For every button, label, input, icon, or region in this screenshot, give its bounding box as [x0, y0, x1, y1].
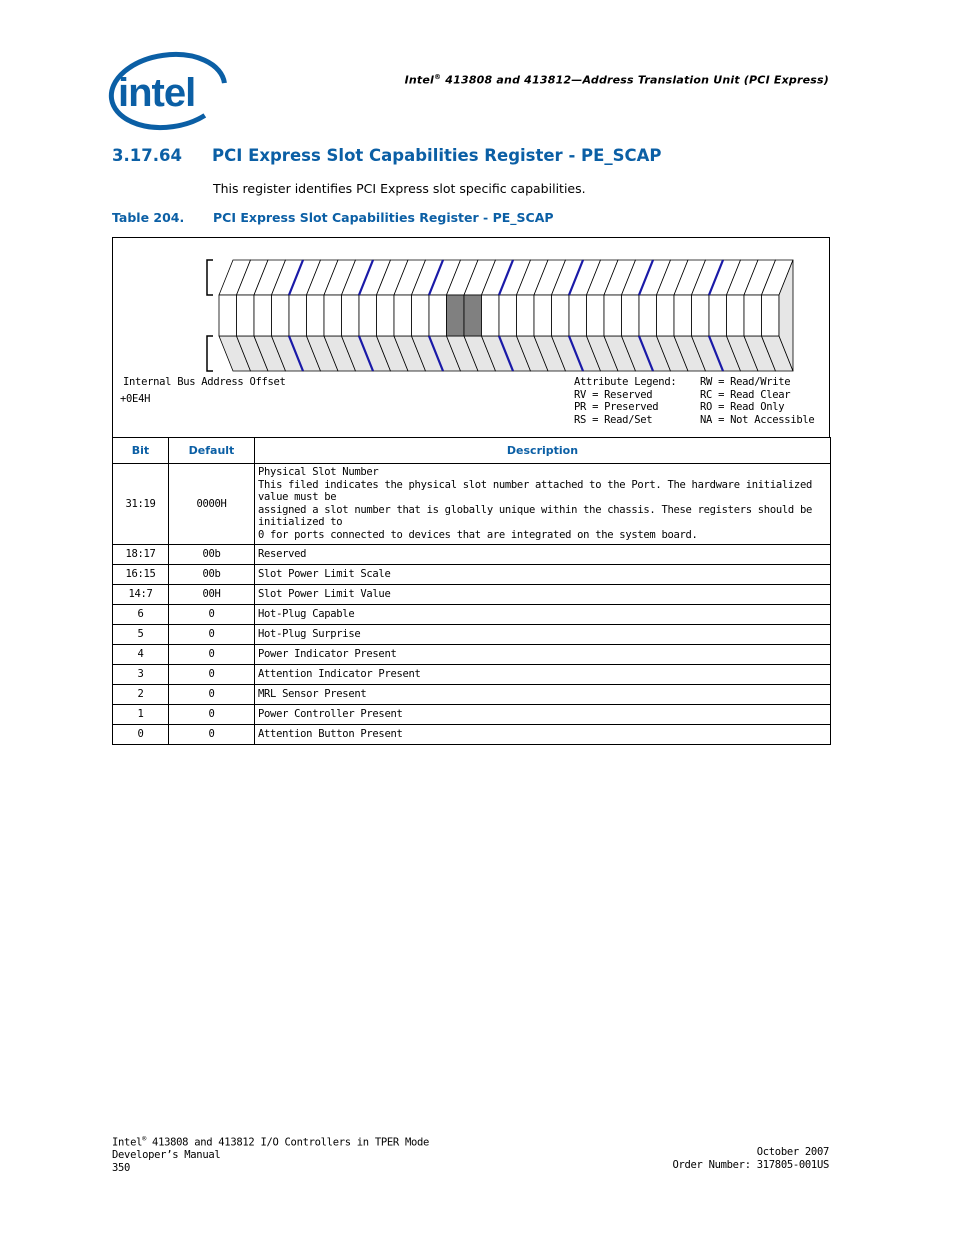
bit-cell: [324, 295, 342, 336]
cell-default: 00b: [169, 564, 255, 584]
cell-default: 0: [169, 724, 255, 744]
table-row: [113, 624, 831, 644]
register-table: [112, 437, 831, 745]
running-header: Intel® 413808 and 413812—Address Translation Unit (PCI Express): [404, 73, 829, 87]
table-row: [113, 464, 831, 545]
legend-entry: PR = Preserved: [574, 401, 659, 413]
bit-cell: [482, 295, 500, 336]
table-row: [113, 664, 831, 684]
cell-default: 0: [169, 664, 255, 684]
table-row: [113, 644, 831, 664]
header-description: Description: [255, 438, 831, 464]
bit-cell: [622, 295, 640, 336]
bit-cell: [307, 295, 325, 336]
bit-cell: [429, 295, 447, 336]
bottom-bracket: [207, 336, 213, 371]
bit-cell: [464, 295, 482, 336]
footer-manual: Developer’s Manual: [112, 1149, 221, 1161]
bit-cell: [394, 295, 412, 336]
legend-entry: RV = Reserved: [574, 388, 653, 401]
bit-cell: [569, 295, 587, 336]
cell-default: 0000H: [169, 464, 255, 545]
cell-bit: 0: [113, 724, 169, 744]
bit-cell: [272, 295, 290, 336]
table-number: Table 204.: [112, 210, 185, 225]
cell-description: Power Indicator Present: [255, 644, 831, 664]
footer-left: [112, 1133, 429, 1174]
top-bracket: [207, 260, 213, 295]
logo-wordmark: intel: [118, 71, 196, 115]
offset-label: Internal Bus Address Offset: [123, 376, 286, 388]
table-row: [113, 564, 831, 584]
legend-entry: NA = Not Accessible: [700, 413, 815, 426]
page-number: 350: [112, 1161, 131, 1174]
description-line: assigned a slot number that is globally unique within the chassis. These registers should be initialized to: [258, 503, 812, 529]
description-line: 0 for ports connected to devices that are integrated on the system board.: [258, 528, 698, 541]
section-title: PCI Express Slot Capabilities Register - PE_SCAP: [212, 146, 662, 165]
footer-date: October 2007: [756, 1146, 829, 1158]
description-line: This filed indicates the physical slot number attached to the Port. The hardware initialized value must be: [258, 478, 812, 504]
bit-cell: [289, 295, 307, 336]
table-row: [113, 604, 831, 624]
footer-doc-title: Intel® 413808 and 413812 I/O Controllers in TPER Mode: [112, 1135, 430, 1149]
cell-description: Attention Indicator Present: [255, 664, 831, 684]
table-title: PCI Express Slot Capabilities Register - PE_SCAP: [213, 210, 554, 225]
attribute-legend-col2: [700, 376, 814, 426]
cell-description: Reserved: [255, 544, 831, 564]
bit-cell: [727, 295, 745, 336]
cell-bit: 1: [113, 704, 169, 724]
cell-description: [255, 464, 831, 545]
legend-entry: RW = Read/Write: [700, 376, 791, 388]
legend-entry: RO = Read Only: [700, 401, 785, 413]
table-row: [113, 724, 831, 744]
section-number: 3.17.64: [112, 146, 182, 165]
bit-cell: [744, 295, 762, 336]
cell-description: Hot-Plug Capable: [255, 604, 831, 624]
cell-bit: 16:15: [113, 564, 169, 584]
table-row: [113, 704, 831, 724]
cell-bit: 31:19: [113, 464, 169, 545]
footer-right: [672, 1146, 829, 1171]
bit-cell: [377, 295, 395, 336]
table-header-row: [113, 438, 831, 464]
legend-entry: RC = Read Clear: [700, 388, 791, 401]
cell-description: Attention Button Present: [255, 724, 831, 744]
cell-default: 0: [169, 644, 255, 664]
cell-description: Slot Power Limit Value: [255, 584, 831, 604]
table-row: [113, 684, 831, 704]
cell-description: MRL Sensor Present: [255, 684, 831, 704]
offset-value: +0E4H: [120, 393, 151, 405]
cell-bit: 6: [113, 604, 169, 624]
bit-cell: [237, 295, 255, 336]
bit-cell: [342, 295, 360, 336]
cell-default: 0: [169, 624, 255, 644]
bit-cell: [604, 295, 622, 336]
bit-cell: [639, 295, 657, 336]
bit-cell: [762, 295, 780, 336]
cell-bit: 3: [113, 664, 169, 684]
bit-cell: [499, 295, 517, 336]
legend-title: Attribute Legend:: [574, 376, 677, 388]
bit-cell: [219, 295, 237, 336]
header-default: Default: [169, 438, 255, 464]
cell-default: 0: [169, 684, 255, 704]
bit-cell: [447, 295, 465, 336]
cell-description: Hot-Plug Surprise: [255, 624, 831, 644]
header-bit: Bit: [113, 438, 169, 464]
cell-bit: 5: [113, 624, 169, 644]
cell-description: Power Controller Present: [255, 704, 831, 724]
cell-default: 0: [169, 704, 255, 724]
legend-entry: RS = Read/Set: [574, 413, 653, 426]
cell-default: 00b: [169, 544, 255, 564]
cell-bit: 4: [113, 644, 169, 664]
description-title: Physical Slot Number: [258, 466, 379, 478]
bit-cell: [657, 295, 675, 336]
cell-bit: 14:7: [113, 584, 169, 604]
attribute-legend-col1: [574, 376, 676, 426]
bit-cell: [359, 295, 377, 336]
bit-cell: [674, 295, 692, 336]
bit-cell: [692, 295, 710, 336]
section-heading: [112, 146, 662, 165]
cell-default: 0: [169, 604, 255, 624]
cell-bit: 18:17: [113, 544, 169, 564]
bit-cell: [517, 295, 535, 336]
table-row: [113, 544, 831, 564]
bit-cell: [412, 295, 430, 336]
cell-bit: 2: [113, 684, 169, 704]
footer-order-number: Order Number: 317805-001US: [672, 1158, 829, 1171]
register-figure: [112, 237, 830, 437]
intel-logo: [108, 48, 230, 132]
cell-description: Slot Power Limit Scale: [255, 564, 831, 584]
bit-cell: [254, 295, 272, 336]
bit-cell: [709, 295, 727, 336]
bit-cell: [587, 295, 605, 336]
section-intro: This register identifies PCI Express slot specific capabilities.: [213, 181, 586, 196]
table-row: [113, 584, 831, 604]
cell-default: 00H: [169, 584, 255, 604]
bit-cell: [534, 295, 552, 336]
table-caption: [112, 210, 554, 225]
bit-cell: [552, 295, 570, 336]
